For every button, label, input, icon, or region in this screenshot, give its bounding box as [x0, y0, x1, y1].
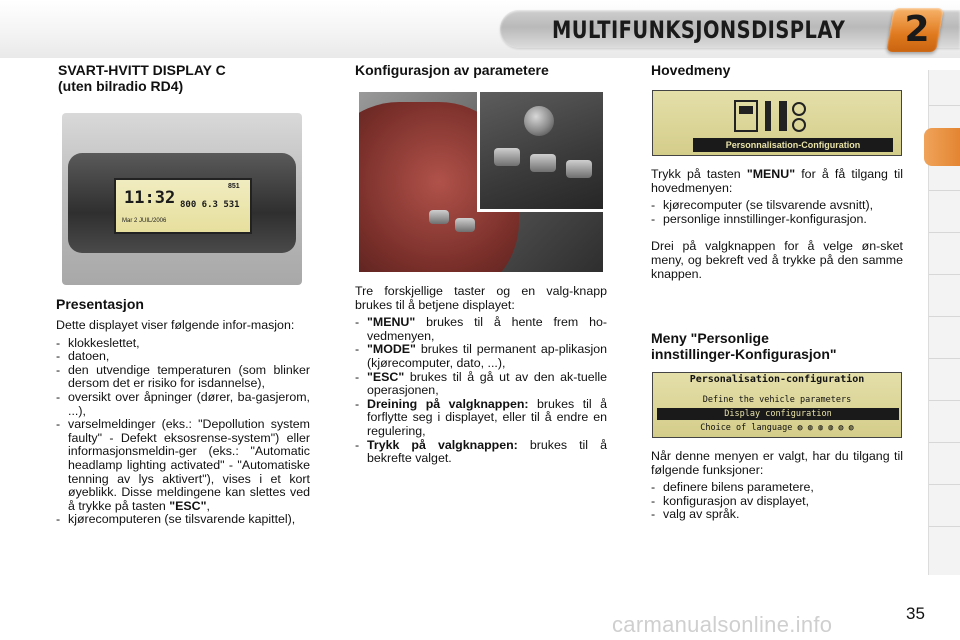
fuel-pump-icon-window	[739, 106, 753, 114]
section-title-meny-personlige	[651, 330, 903, 362]
submenu-language-label: Choice of language	[700, 423, 793, 433]
side-tab-divider	[929, 442, 960, 443]
key-label: Trykk på valgknappen:	[367, 437, 518, 452]
list-item: - definere bilens parametere,	[651, 481, 903, 495]
control-button	[566, 160, 592, 178]
title-line: (uten bilradio RD4)	[58, 78, 184, 94]
meny-list	[651, 481, 903, 522]
page-title: MULTIFUNKSJONSDISPLAY	[552, 16, 846, 44]
flag-icons: ◍ ◍ ◍ ◍ ◍ ◍	[797, 423, 854, 433]
side-tab-divider	[929, 484, 960, 485]
menu-selected-item: Personnalisation-Configuration	[693, 138, 893, 152]
control-button	[494, 148, 520, 166]
config-icon	[779, 101, 787, 131]
selector-knob	[524, 106, 554, 136]
list-item: - kjørecomputer (se tilsvarende avsnitt),	[651, 199, 903, 213]
list-item-mode-key	[355, 343, 607, 370]
text-span: Trykk på tasten	[651, 167, 747, 181]
lcd-values: 800 6.3 531	[180, 200, 240, 210]
key-description: brukes til å gå ut av den ak-tuelle operasjonen,	[367, 369, 607, 398]
control-button	[455, 218, 475, 232]
fuel-pump-icon	[735, 101, 757, 131]
control-button	[530, 154, 556, 172]
side-tab-divider	[929, 190, 960, 191]
list-item: - klokkeslettet,	[56, 337, 310, 351]
section-title-hovedmeny: Hovedmeny	[651, 62, 731, 78]
list-item: - personlige innstillinger-konfigurasjon.	[651, 213, 903, 227]
list-item-knob-turn	[355, 398, 607, 439]
menu-key-label: "MENU"	[746, 167, 796, 181]
hovedmeny-text	[651, 168, 903, 281]
separator-bar	[765, 101, 771, 131]
display-photo	[62, 113, 302, 285]
key-description: brukes til å forflytte seg i displayet, eller til å endre en regulering,	[367, 396, 608, 438]
key-label: "ESC"	[367, 369, 405, 384]
list-item	[56, 418, 310, 513]
list-item-text: varselmeldinger (eks.: "Depollution system faulty" - Defekt eksosrense-system") eller informasjonsmeldin-ger (eks.: "Automatic headlamp lighting activated" - "Automatiske tenning av lys aktivert"), vises i et kort øyeblikk. Disse meldingene kan slettes ved å trykke på tasten	[68, 417, 310, 513]
controls-photo	[359, 92, 603, 272]
side-tab-divider	[929, 358, 960, 359]
submenu-line-display: Display configuration	[657, 408, 899, 420]
config-dial-icon	[793, 103, 805, 115]
list-item: - valg av språk.	[651, 508, 903, 522]
key-label: Dreining på valgknappen:	[367, 396, 529, 411]
title-line: SVART-HVITT DISPLAY C	[58, 62, 226, 78]
key-description: brukes til å hente frem ho-vedmenyen,	[367, 315, 607, 343]
side-tab-divider	[929, 232, 960, 233]
list-item-esc-key	[355, 371, 607, 398]
list-item-menu-key	[355, 316, 607, 343]
section-title-display-c	[58, 62, 310, 94]
submenu-header: Personalisation-configuration	[689, 374, 865, 385]
main-menu-screen	[652, 90, 902, 156]
config-dial-icon	[793, 119, 805, 131]
meny-title-block	[651, 330, 903, 362]
title-line: innstillinger-Konfigurasjon"	[651, 346, 837, 362]
submenu-line-language	[653, 423, 901, 433]
menu-icons	[731, 97, 821, 137]
controls-zoom-inset	[477, 92, 603, 212]
hovedmeny-instructions: Drei på valgknappen for å velge øn-sket meny, og bekreft ved å trykke på den samme knappen.	[651, 239, 903, 281]
section-title-konfigurasjon: Konfigurasjon av parametere	[355, 62, 549, 78]
presentasjon-intro: Dette displayet viser følgende infor-masjon:	[56, 318, 295, 332]
column-middle	[355, 62, 607, 78]
key-label: "MENU"	[367, 315, 416, 330]
list-item-knob-press	[355, 439, 607, 466]
page-number: 35	[906, 604, 925, 623]
section-title-presentasjon: Presentasjon	[56, 296, 144, 312]
watermark: carmanualsonline.info	[612, 612, 833, 637]
side-tab-divider	[929, 316, 960, 317]
list-item: - den utvendige temperaturen (som blinker dersom det er risiko for isdannelse),	[56, 364, 310, 391]
list-item: - oversikt over åpninger (dører, ba-gasjerom, ...),	[56, 391, 310, 418]
config-menu-screen	[652, 372, 902, 438]
hovedmeny-intro	[651, 168, 903, 195]
presentasjon-section	[56, 296, 310, 527]
list-item: - kjørecomputeren (se tilsvarende kapittel),	[56, 513, 310, 527]
lcd-clock: 11:32	[124, 188, 176, 208]
meny-text	[651, 450, 903, 522]
key-description: brukes til permanent ap-plikasjon (kjørecomputer, dato, ...),	[367, 342, 607, 370]
chapter-number: 2	[904, 9, 930, 50]
side-tab-active[interactable]	[924, 128, 960, 166]
lcd-top-value: 851	[228, 183, 240, 190]
list-item: - datoen,	[56, 350, 310, 364]
list-item: - konfigurasjon av displayet,	[651, 495, 903, 509]
text-span: for å få tilgang til hovedmenyen:	[651, 167, 904, 195]
konfigurasjon-text	[355, 285, 607, 466]
meny-intro: Når denne menyen er valgt, har du tilgang til følgende funksjoner:	[651, 449, 903, 477]
key-description: brukes til å bekrefte valget.	[367, 437, 607, 466]
presentasjon-list	[56, 337, 310, 527]
side-tab-divider	[929, 105, 960, 106]
lcd-date: Mar 2 JUIL/2006	[122, 218, 167, 224]
list-item-text: ,	[206, 498, 210, 513]
side-tab-divider	[929, 400, 960, 401]
control-button	[429, 210, 449, 224]
side-tab-divider	[929, 274, 960, 275]
lcd-screen	[114, 178, 252, 234]
konfigurasjon-intro: Tre forskjellige taster og en valg-knapp brukes til å betjene displayet:	[355, 284, 607, 312]
hovedmeny-list	[651, 199, 903, 226]
submenu-line-vehicle: Define the vehicle parameters	[702, 395, 852, 405]
title-line: Meny "Personlige	[651, 330, 769, 346]
key-label: "MODE"	[367, 342, 416, 357]
side-tab-divider	[929, 526, 960, 527]
column-right	[651, 62, 903, 78]
key-list	[355, 316, 607, 466]
esc-key-label: "ESC"	[169, 498, 207, 513]
